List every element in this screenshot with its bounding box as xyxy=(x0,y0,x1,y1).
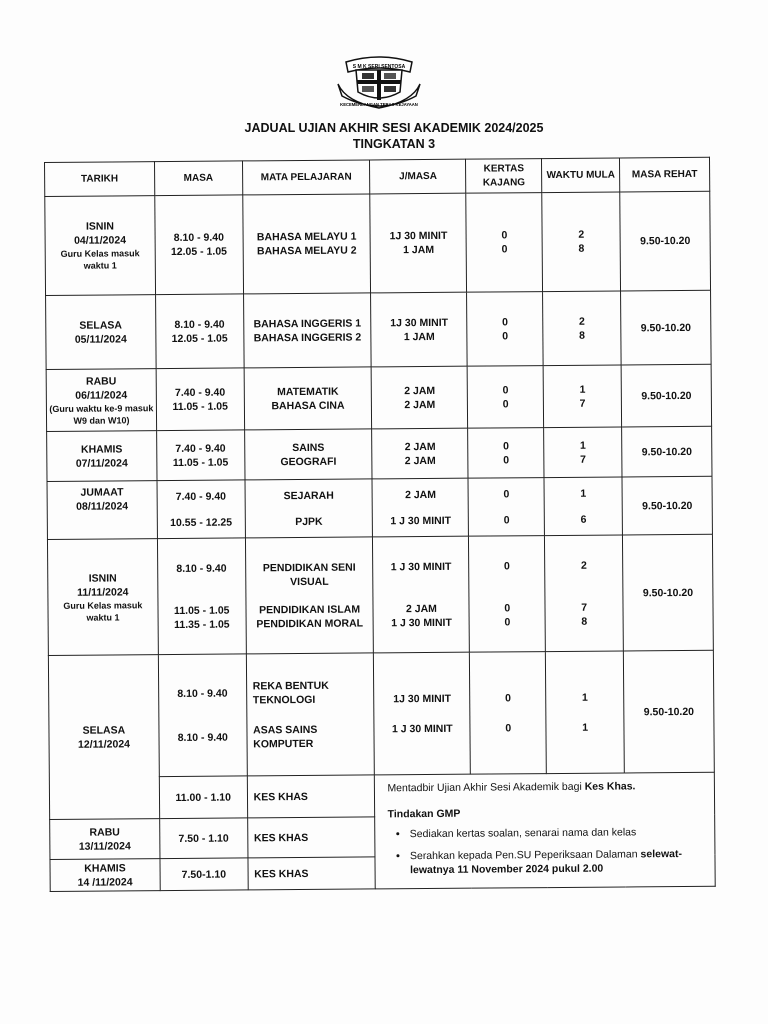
exam-schedule-table xyxy=(44,157,716,892)
day-note: Guru Kelas masuk waktu 1 xyxy=(63,599,143,623)
note-bullet-2: • Serahkan kepada Pen.SU Peperiksaan Dalaman selewat-lewatnya 11 November 2024 pukul 2.00 xyxy=(410,847,709,877)
jam-2: 2 JAM xyxy=(404,398,436,411)
jam-1: 2 JAM xyxy=(404,384,436,397)
masa-1: 8.10 - 9.40 xyxy=(174,318,225,331)
kertas-2: 0 xyxy=(502,329,509,342)
kertas-cell xyxy=(470,652,547,775)
subject-cell xyxy=(245,479,373,538)
rehat-cell: 9.50-10.20 xyxy=(622,426,712,477)
svg-text:KECEMERLANGAN TERAS KEJAYAAN: KECEMERLANGAN TERAS KEJAYAAN xyxy=(340,102,418,107)
subject-1: SEJARAH xyxy=(283,489,334,502)
kertas-1: 0 xyxy=(501,229,508,242)
jam-cell xyxy=(372,366,468,429)
rehat-cell: 9.50-10.20 xyxy=(621,290,711,365)
jam-1: 2 JAM xyxy=(404,440,436,453)
waktu-cell xyxy=(546,651,625,774)
waktu-1: 1 xyxy=(579,439,586,452)
note-heading: Tindakan GMP xyxy=(387,807,461,821)
subject-2: BAHASA INGGERIS 2 xyxy=(253,331,362,344)
day: ISNIN xyxy=(85,220,114,233)
rehat-cell: 9.50-10.20 xyxy=(623,534,714,651)
date: 05/11/2024 xyxy=(74,332,127,346)
kes-khas-note xyxy=(375,772,715,889)
waktu-2: 8 xyxy=(579,329,586,342)
kertas-cell xyxy=(466,193,543,293)
masa-1: 8.10 - 9.40 xyxy=(173,231,224,244)
note-bullet-1: • Sediakan kertas soalan, senarai nama dan kelas xyxy=(410,825,709,841)
masa-2: 10.55 - 12.25 xyxy=(170,516,233,529)
day: ISNIN xyxy=(88,571,117,585)
kertas-2: 0 xyxy=(504,601,511,614)
subject-cell xyxy=(246,653,375,776)
masa-1: 8.10 - 9.40 xyxy=(176,562,227,575)
date-cell xyxy=(45,196,156,296)
jam-cell xyxy=(371,292,467,367)
kertas-2: 0 xyxy=(502,397,509,410)
subject-2: PJPK xyxy=(295,515,323,528)
date: 06/11/2024 xyxy=(75,388,128,402)
date-cell xyxy=(46,369,156,432)
header-waktu-mula: WAKTU MULA xyxy=(542,158,620,193)
jam-cell xyxy=(372,478,468,537)
masa-cell xyxy=(155,195,244,295)
subject-cell: KES KHAS xyxy=(248,857,376,890)
masa-1: 7.40 - 9.40 xyxy=(174,386,226,399)
subject-1: REKA BENTUK TEKNOLOGI xyxy=(252,679,329,706)
day-note: (Guru waktu ke-9 masuk W9 dan W10) xyxy=(49,402,154,426)
date: 08/11/2024 xyxy=(76,500,129,513)
masa-cell: 11.00 - 1.10 xyxy=(159,776,247,819)
kertas-2: 0 xyxy=(505,721,512,734)
waktu-2: 1 xyxy=(582,721,589,734)
subject-1: SAINS xyxy=(292,441,325,454)
masa-1: 7.40 - 9.40 xyxy=(175,442,226,455)
note-bullets xyxy=(388,825,709,878)
waktu-1: 2 xyxy=(578,315,585,328)
subject-1: BAHASA MELAYU 1 xyxy=(256,230,357,244)
date-cell xyxy=(50,819,160,860)
jam-1: 1 J 30 MINIT xyxy=(390,560,452,573)
waktu-1: 1 xyxy=(580,487,587,500)
subject-cell xyxy=(244,429,372,480)
masa-cell xyxy=(157,538,246,655)
masa-2: 8.10 - 9.40 xyxy=(177,731,228,744)
waktu-2: 7 xyxy=(580,453,586,466)
subject-1: PENDIDIKAN SENI VISUAL xyxy=(262,561,356,588)
day: KHAMIS xyxy=(80,442,123,456)
jam-2: 1 J 30 MINIT xyxy=(390,514,452,527)
waktu-cell xyxy=(544,427,622,478)
date-cell xyxy=(50,859,160,892)
masa-1: 8.10 - 9.40 xyxy=(177,687,228,700)
table-row xyxy=(46,290,712,369)
jam-3: 1 J 30 MINIT xyxy=(391,616,452,629)
rehat-cell: 9.50-10.20 xyxy=(621,364,711,427)
masa-1: 7.40 - 9.40 xyxy=(175,490,227,503)
kertas-cell xyxy=(468,478,544,537)
table-row xyxy=(47,534,713,655)
subject-2: BAHASA CINA xyxy=(271,399,345,412)
date-cell xyxy=(47,431,157,482)
masa-2: 12.05 - 1.05 xyxy=(170,245,228,259)
jam-2: 1 JAM xyxy=(403,330,435,343)
kertas-1: 0 xyxy=(502,315,509,328)
subject-3: PENDIDIKAN MORAL xyxy=(256,617,364,630)
kertas-cell xyxy=(467,366,543,429)
header-tarikh: TARIKH xyxy=(45,162,155,197)
rehat-cell: 9.50-10.20 xyxy=(622,476,712,535)
waktu-2: 8 xyxy=(578,242,585,255)
kertas-3: 0 xyxy=(504,615,511,628)
table-row xyxy=(47,426,712,481)
masa-2: 12.05 - 1.05 xyxy=(171,332,228,345)
subject-1: BAHASA INGGERIS 1 xyxy=(253,317,362,330)
waktu-2: 7 xyxy=(579,397,586,410)
header-masa: MASA xyxy=(154,161,242,196)
jam-1: 1J 30 MINIT xyxy=(389,229,448,243)
waktu-1: 1 xyxy=(579,383,586,396)
jam-cell xyxy=(372,428,468,479)
document-subtitle: TINGKATAN 3 xyxy=(352,137,436,151)
jam-2: 1 J 30 MINIT xyxy=(391,722,453,735)
jam-1: 1J 30 MINIT xyxy=(393,692,452,705)
jam-cell xyxy=(374,652,471,775)
jam-1: 2 JAM xyxy=(404,488,437,501)
svg-text:S M K SERI SENTOSA: S M K SERI SENTOSA xyxy=(352,64,406,70)
jam-2: 2 JAM xyxy=(405,602,437,615)
waktu-1: 2 xyxy=(580,559,587,572)
jam-2: 2 JAM xyxy=(404,454,436,467)
subject-cell: KES KHAS xyxy=(247,775,375,818)
masa-cell xyxy=(156,430,244,481)
date: 07/11/2024 xyxy=(75,456,128,470)
day-note: Guru Kelas masuk waktu 1 xyxy=(60,248,140,271)
kertas-1: 0 xyxy=(503,559,510,572)
masa-cell xyxy=(155,294,243,369)
day: SELASA xyxy=(79,318,123,332)
waktu-2: 6 xyxy=(580,513,587,526)
note-line1: Mentadbir Ujian Akhir Sesi Akademik bagi Kes Khas. xyxy=(387,780,636,795)
rehat-cell: 9.50-10.20 xyxy=(620,191,711,291)
subject-2: GEOGRAFI xyxy=(280,455,337,468)
waktu-cell xyxy=(543,291,621,366)
table-row xyxy=(47,476,712,539)
table-row xyxy=(45,191,711,295)
kertas-1: 0 xyxy=(503,439,509,452)
date: 14 /11/2024 xyxy=(77,875,133,889)
subject-2: ASAS SAINS KOMPUTER xyxy=(253,723,318,750)
kertas-cell xyxy=(467,292,543,367)
waktu-cell xyxy=(544,477,622,536)
masa-2: 11.05 - 1.05 xyxy=(172,400,228,413)
masa-cell xyxy=(157,480,245,539)
kertas-cell xyxy=(469,536,546,653)
date: 04/11/2024 xyxy=(73,234,127,247)
masa-2: 11.05 - 1.05 xyxy=(172,456,229,469)
masa-cell xyxy=(156,368,244,431)
date-cell xyxy=(47,539,158,656)
waktu-cell xyxy=(542,192,621,292)
date-cell xyxy=(47,481,157,540)
jam-1: 1J 30 MINIT xyxy=(390,316,449,329)
table-row xyxy=(46,364,711,431)
jam-2: 1 JAM xyxy=(403,243,435,257)
day: JUMAAT xyxy=(80,486,124,499)
header-row xyxy=(45,157,710,196)
date-cell xyxy=(46,295,156,370)
day: RABU xyxy=(85,374,117,388)
masa-cell: 7.50 - 1.10 xyxy=(159,818,247,859)
day: SELASA xyxy=(82,723,126,737)
waktu-cell xyxy=(545,535,624,652)
school-crest-logo xyxy=(336,54,422,114)
masa-cell: 7.50-1.10 xyxy=(160,858,248,891)
date-cell xyxy=(48,655,159,820)
waktu-3: 8 xyxy=(581,615,588,628)
kertas-2: 0 xyxy=(501,243,508,256)
table-row xyxy=(48,650,714,777)
date: 11/11/2024 xyxy=(77,585,129,599)
header-kertas-kajang: KERTAS KAJANG xyxy=(466,159,542,194)
waktu-1: 1 xyxy=(581,691,588,704)
kertas-1: 0 xyxy=(505,691,511,704)
header-masa-rehat: MASA REHAT xyxy=(620,157,710,192)
masa-3: 11.35 - 1.05 xyxy=(174,618,230,631)
subject-2: PENDIDIKAN ISLAM xyxy=(259,603,361,616)
kertas-cell xyxy=(468,428,544,479)
jam-cell xyxy=(370,193,467,293)
subject-cell xyxy=(242,194,371,294)
subject-1: MATEMATIK xyxy=(277,385,339,398)
header-mata-pelajaran: MATA PELAJARAN xyxy=(242,160,370,195)
subject-2: BAHASA MELAYU 2 xyxy=(256,244,357,258)
kertas-2: 0 xyxy=(503,453,510,466)
masa-2: 11.05 - 1.05 xyxy=(173,604,230,617)
rehat-cell: 9.50-10.20 xyxy=(623,650,714,773)
subject-cell xyxy=(243,293,371,368)
document-title: JADUAL UJIAN AKHIR SESI AKADEMIK 2024/2025 xyxy=(244,121,544,135)
kertas-1: 0 xyxy=(503,487,510,500)
date: 13/11/2024 xyxy=(78,839,131,853)
waktu-1: 2 xyxy=(578,228,585,241)
jam-cell xyxy=(373,536,470,653)
waktu-2: 7 xyxy=(581,601,588,614)
masa-cell xyxy=(158,654,247,777)
day: RABU xyxy=(89,825,120,839)
subject-cell: KES KHAS xyxy=(247,817,375,858)
kertas-1: 0 xyxy=(502,383,509,396)
header-jam: J/MASA xyxy=(370,159,466,194)
date: 12/11/2024 xyxy=(77,737,131,751)
subject-cell xyxy=(244,367,372,430)
kertas-2: 0 xyxy=(503,513,510,526)
subject-cell xyxy=(245,537,374,654)
day: KHAMIS xyxy=(84,861,126,875)
waktu-cell xyxy=(543,365,621,428)
